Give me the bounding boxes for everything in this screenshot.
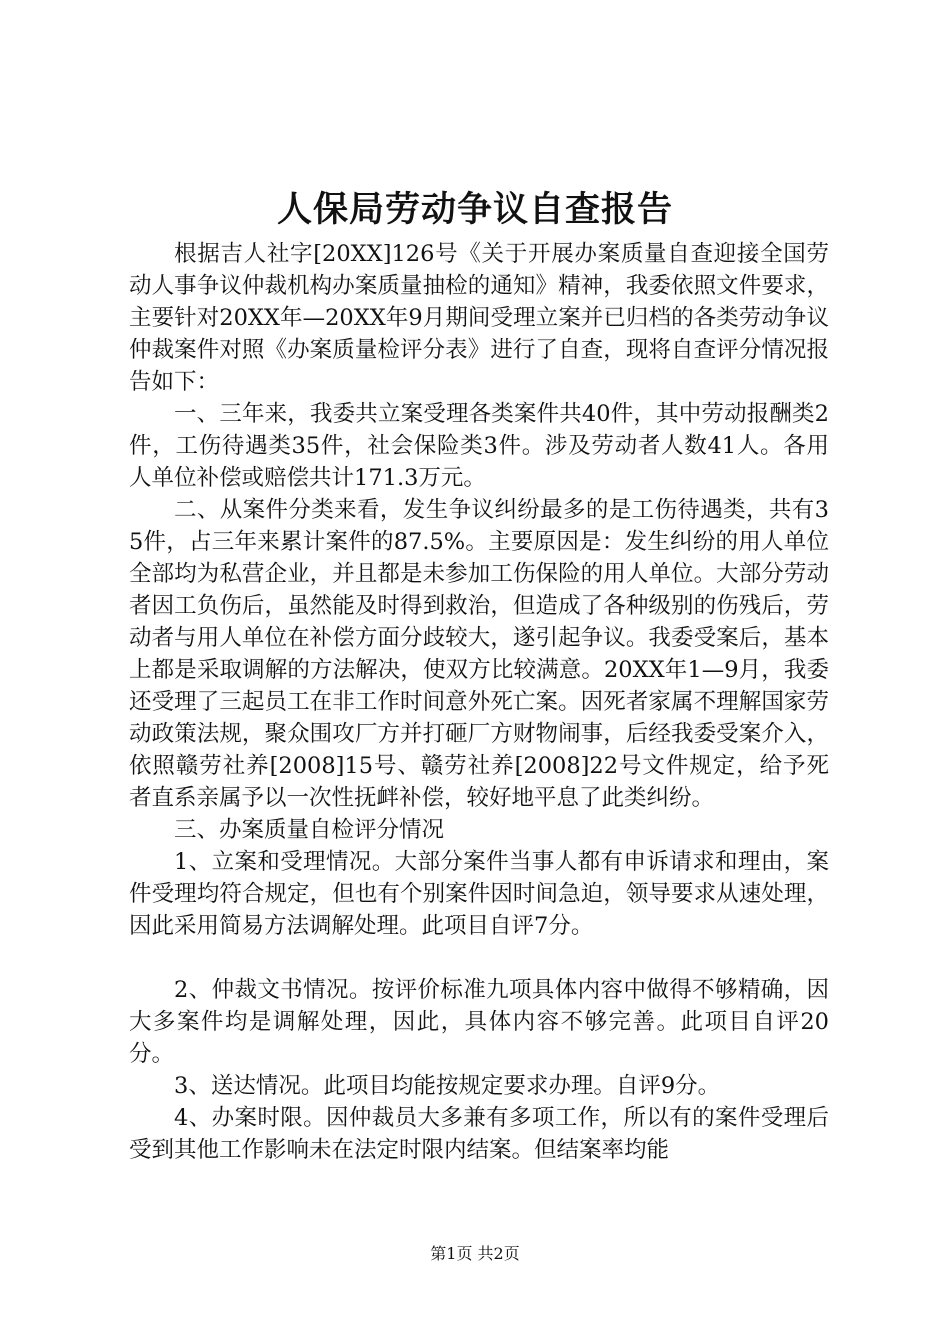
paragraph-item-1: 1、立案和受理情况。大部分案件当事人都有申诉请求和理由，案件受理均符合规定，但也有个别案件因时间急迫，领导要求从速处理，因此采用简易方法调解处理。此项目自评7分。 [129,849,829,939]
paragraph-item-3: 3、送达情况。此项目均能按规定要求办理。自评9分。 [174,1073,721,1099]
paragraph-section-1: 一、三年来，我委共立案受理各类案件共40件，其中劳动报酬类2件，工伤待遇类35件，社会保险类3件。涉及劳动者人数41人。各用人单位补偿或赔偿共计171.3万元。 [129,401,829,491]
document-title: 人保局劳动争议自查报告 [276,189,673,230]
paragraph-section-3-heading: 三、办案质量自检评分情况 [174,817,445,843]
document-body [129,238,829,1166]
paragraph-item-4: 4、办案时限。因仲裁员大多兼有多项工作，所以有的案件受理后受到其他工作影响未在法定时限内结案。但结案率均能 [129,1105,829,1163]
paragraph-intro: 根据吉人社字[20XX]126号《关于开展办案质量自查迎接全国劳动人事争议仲裁机构办案质量抽检的通知》精神，我委依照文件要求，主要针对20XX年—20XX年9月期间受理立案并已归档的各类劳动争议仲裁案件对照《办案质量检评分表》进行了自查，现将自查评分情况报告如下： [129,241,829,395]
paragraph-item-2: 2、仲裁文书情况。按评价标准九项具体内容中做得不够精确，因大多案件均是调解处理，因此，具体内容不够完善。此项目自评20分。 [129,977,829,1067]
paragraph-section-2: 二、从案件分类来看，发生争议纠纷最多的是工伤待遇类，共有35件，占三年来累计案件的87.5%。主要原因是：发生纠纷的用人单位全部均为私营企业，并且都是未参加工伤保险的用人单位。大部分劳动者因工负伤后，虽然能及时得到救治，但造成了各种级别的伤残后，劳动者与用人单位在补偿方面分歧较大，遂引起争议。我委受案后，基本上都是采取调解的方法解决，使双方比较满意。20XX年1—9月，我委还受理了三起员工在非工作时间意外死亡案。因死者家属不理解国家劳动政策法规，聚众围攻厂方并打砸厂方财物闹事，后经我委受案介入，依照赣劳社养[2008]15号、赣劳社养[2008]22号文件规定，给予死者直系亲属予以一次性抚衅补偿，较好地平息了此类纠纷。 [129,497,829,811]
page-footer: 第1页 共2页 [430,1244,520,1263]
